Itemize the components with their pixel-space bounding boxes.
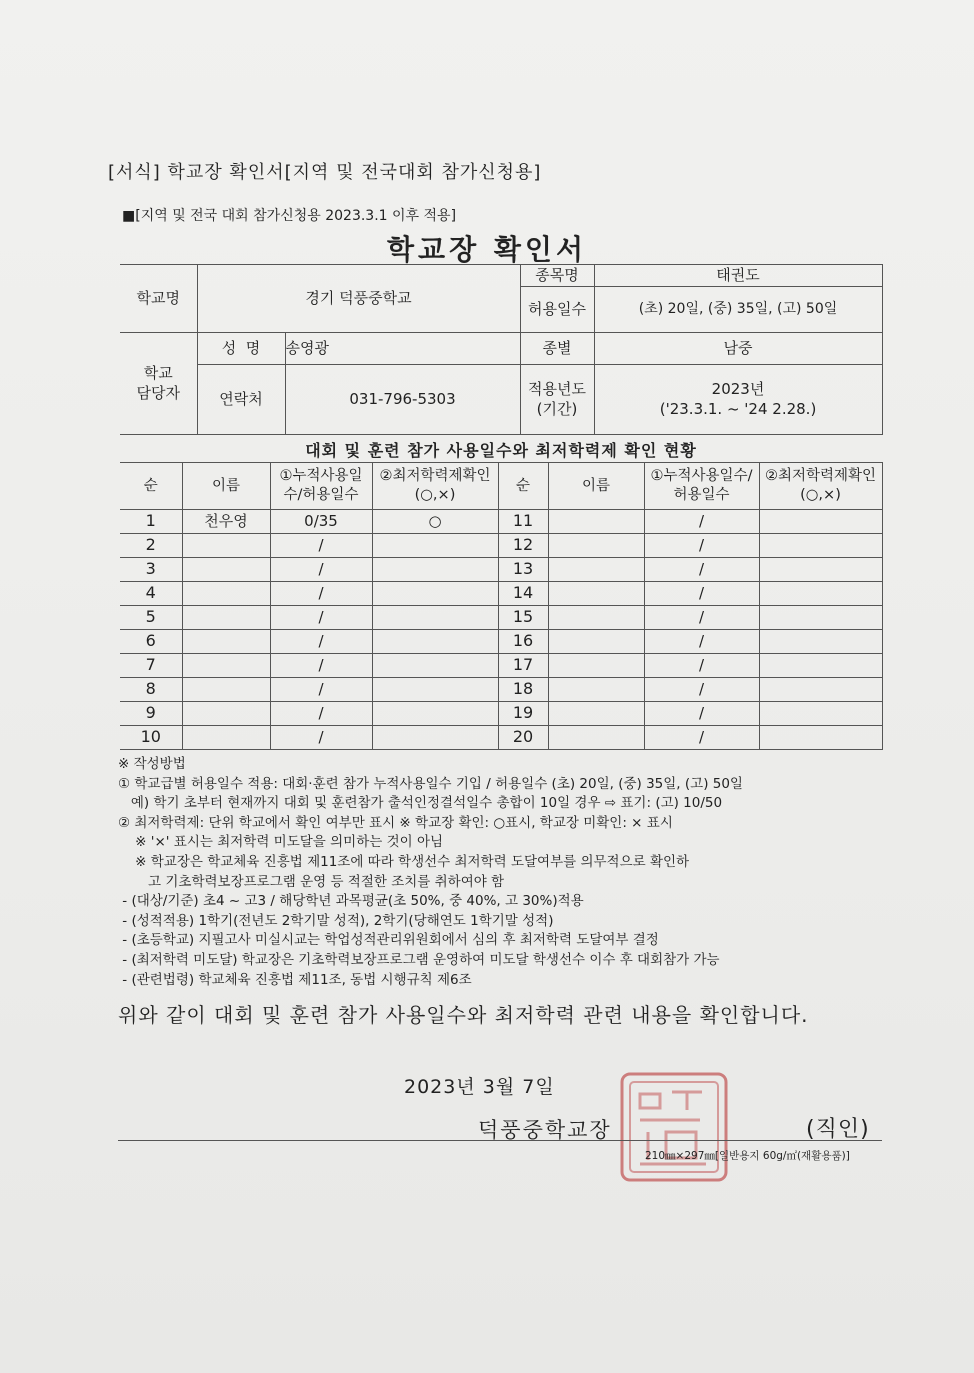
- sport-value: 태권도: [594, 265, 882, 287]
- confirmation-statement: 위와 같이 대회 및 훈련 참가 사용일수와 최저학력 관련 내용을 확인합니다.: [118, 1003, 809, 1027]
- col-name-right: 이름: [548, 463, 644, 510]
- row-number: 4: [120, 582, 182, 606]
- contact-person-label: 학교 담당자: [120, 333, 197, 435]
- year-value: 2023년: [711, 380, 765, 398]
- academic-check: [372, 534, 498, 558]
- table-row: [120, 534, 882, 558]
- row-number: 7: [120, 654, 182, 678]
- school-label: 학교명: [120, 265, 197, 333]
- student-name: [182, 606, 270, 630]
- status-table: [120, 462, 883, 750]
- row-number: 3: [120, 558, 182, 582]
- academic-check: [372, 606, 498, 630]
- academic-check: [759, 582, 882, 606]
- student-name: [548, 726, 644, 750]
- school-name: 경기 덕풍중학교: [197, 265, 520, 333]
- academic-check: ○: [372, 510, 498, 534]
- academic-check: [372, 726, 498, 750]
- category-label: 종별: [520, 333, 594, 365]
- used-days: /: [644, 510, 759, 534]
- table-row: [120, 582, 882, 606]
- col-no-right: 순: [498, 463, 548, 510]
- instruction-line: ※ '×' 표시는 최저학력 미도달을 의미하는 것이 아님: [118, 834, 444, 851]
- used-days: /: [270, 534, 372, 558]
- seal-label: (직인): [806, 1117, 870, 1142]
- student-name: [548, 702, 644, 726]
- academic-check: [759, 630, 882, 654]
- instruction-line: 고 기초학력보장프로그램 운영 등 적절한 조치를 취하여야 함: [118, 873, 505, 890]
- student-name: [548, 678, 644, 702]
- used-days: /: [270, 702, 372, 726]
- row-number: 1: [120, 510, 182, 534]
- sport-label: 종목명: [520, 265, 594, 287]
- instruction-line: - (대상/기준) 초4 ~ 고3 / 해당학년 과목평균(초 50%, 중 40%, 고 30%)적용: [118, 893, 584, 910]
- instruction-line: ① 학교급별 허용일수 적용: 대회·훈련 참가 누적사용일수 기입 / 허용일수 (초) 20일, (중) 35일, (고) 50일: [118, 775, 743, 792]
- academic-check: [759, 654, 882, 678]
- period-value: ('23.3.1. ~ '24 2.28.): [659, 399, 817, 418]
- allowed-days-value: (초) 20일, (중) 35일, (고) 50일: [594, 287, 882, 333]
- table-row: [120, 654, 882, 678]
- student-name: [548, 558, 644, 582]
- row-number: 12: [498, 534, 548, 558]
- table-row: [120, 558, 882, 582]
- used-days: /: [644, 726, 759, 750]
- allowed-days-label: 허용일수: [520, 287, 594, 333]
- table-row: [120, 702, 882, 726]
- student-name: [548, 510, 644, 534]
- academic-check: [372, 558, 498, 582]
- used-days: /: [270, 558, 372, 582]
- phone-value: 031-796-5303: [285, 365, 520, 435]
- category-value: 남중: [594, 333, 882, 365]
- row-number: 13: [498, 558, 548, 582]
- student-name: [548, 606, 644, 630]
- used-days: 0/35: [270, 510, 372, 534]
- academic-check: [759, 702, 882, 726]
- academic-check: [759, 510, 882, 534]
- used-days: /: [270, 606, 372, 630]
- academic-check: [759, 678, 882, 702]
- used-days: /: [644, 702, 759, 726]
- row-number: 17: [498, 654, 548, 678]
- school-info-table: [120, 264, 883, 435]
- student-name: [548, 582, 644, 606]
- row-number: 2: [120, 534, 182, 558]
- instruction-line: ※ 작성방법: [118, 756, 186, 772]
- paper-spec: 210㎜×297㎜[일반용지 60g/㎡(재활용품)]: [645, 1150, 850, 1162]
- table-row: [120, 606, 882, 630]
- used-days: /: [270, 678, 372, 702]
- principal-title: 덕풍중학교장: [478, 1118, 612, 1142]
- row-number: 19: [498, 702, 548, 726]
- table-row: [120, 630, 882, 654]
- student-name: [182, 582, 270, 606]
- academic-check: [759, 606, 882, 630]
- student-name: [182, 654, 270, 678]
- student-name: [182, 726, 270, 750]
- period-cell: [594, 365, 882, 435]
- table-row: [120, 510, 882, 534]
- document-title: 학교장 확인서: [386, 233, 588, 266]
- instruction-line: - (성적적용) 1학기(전년도 2학기말 성적), 2학기(당해연도 1학기말 성적): [118, 912, 554, 929]
- academic-check: [759, 534, 882, 558]
- row-number: 16: [498, 630, 548, 654]
- instruction-line: - (최저학력 미도달) 학교장은 기초학력보장프로그램 운영하여 미도달 학생선수 이수 후 대회참가 가능: [118, 951, 720, 968]
- student-name: [182, 534, 270, 558]
- col-name-left: 이름: [182, 463, 270, 510]
- academic-check: [372, 654, 498, 678]
- student-name: 천우영: [182, 510, 270, 534]
- used-days: /: [644, 582, 759, 606]
- student-name: [548, 654, 644, 678]
- row-number: 20: [498, 726, 548, 750]
- used-days: /: [270, 630, 372, 654]
- applicability-note: ■[지역 및 전국 대회 참가신청용 2023.3.1 이후 적용]: [122, 208, 457, 224]
- student-name: [548, 630, 644, 654]
- used-days: /: [644, 558, 759, 582]
- col-academic-left: ②최저학력제확인(○,×): [372, 463, 498, 510]
- used-days: /: [644, 606, 759, 630]
- footer-divider: [118, 1140, 882, 1141]
- used-days: /: [644, 630, 759, 654]
- col-days-right: ①누적사용일수/허용일수: [644, 463, 759, 510]
- writing-instructions: [118, 755, 888, 990]
- academic-check: [372, 582, 498, 606]
- instruction-line: ② 최저학력제: 단위 학교에서 확인 여부만 표시 ※ 학교장 확인: ○표시, 학교장 미확인: × 표시: [118, 814, 673, 831]
- issue-date: 2023년 3월 7일: [404, 1076, 555, 1098]
- row-number: 10: [120, 726, 182, 750]
- instruction-line: 예) 학기 초부터 현재까지 대회 및 훈련참가 출석인정결석일수 총합이 10일 경우 ⇨ 표기: (고) 10/50: [118, 795, 723, 812]
- row-number: 11: [498, 510, 548, 534]
- used-days: /: [270, 654, 372, 678]
- contact-name: 송영광: [285, 333, 520, 365]
- used-days: /: [644, 678, 759, 702]
- period-label: 적용년도 (기간): [520, 365, 594, 435]
- col-days-left: ①누적사용일수/허용일수: [270, 463, 372, 510]
- row-number: 15: [498, 606, 548, 630]
- student-name: [182, 678, 270, 702]
- col-academic-right: ②최저학력제확인(○,×): [759, 463, 882, 510]
- instruction-line: - (초등학교) 지필고사 미실시교는 학업성적관리위원회에서 심의 후 최저학력 도달여부 결정: [118, 932, 659, 949]
- academic-check: [759, 726, 882, 750]
- form-title: [서식] 학교장 확인서[지역 및 전국대회 참가신청용]: [108, 162, 542, 183]
- status-caption: 대회 및 훈련 참가 사용일수와 최저학력제 확인 현황: [305, 441, 697, 460]
- student-name: [548, 534, 644, 558]
- used-days: /: [644, 534, 759, 558]
- instruction-line: ※ 학교장은 학교체육 진흥법 제11조에 따라 학생선수 최저학력 도달여부를 의무적으로 확인하: [118, 853, 690, 870]
- row-number: 9: [120, 702, 182, 726]
- student-name: [182, 702, 270, 726]
- academic-check: [372, 630, 498, 654]
- academic-check: [372, 678, 498, 702]
- phone-label: 연락처: [197, 365, 285, 435]
- col-no-left: 순: [120, 463, 182, 510]
- row-number: 18: [498, 678, 548, 702]
- instruction-line: - (관련법령) 학교체육 진흥법 제11조, 동법 시행규칙 제6조: [118, 971, 472, 988]
- academic-check: [759, 558, 882, 582]
- row-number: 5: [120, 606, 182, 630]
- used-days: /: [644, 654, 759, 678]
- table-row: [120, 726, 882, 750]
- student-name: [182, 630, 270, 654]
- row-number: 14: [498, 582, 548, 606]
- official-seal: [618, 1070, 730, 1184]
- name-label: 성 명: [197, 333, 285, 365]
- used-days: /: [270, 726, 372, 750]
- academic-check: [372, 702, 498, 726]
- row-number: 8: [120, 678, 182, 702]
- used-days: /: [270, 582, 372, 606]
- row-number: 6: [120, 630, 182, 654]
- student-name: [182, 558, 270, 582]
- table-row: [120, 678, 882, 702]
